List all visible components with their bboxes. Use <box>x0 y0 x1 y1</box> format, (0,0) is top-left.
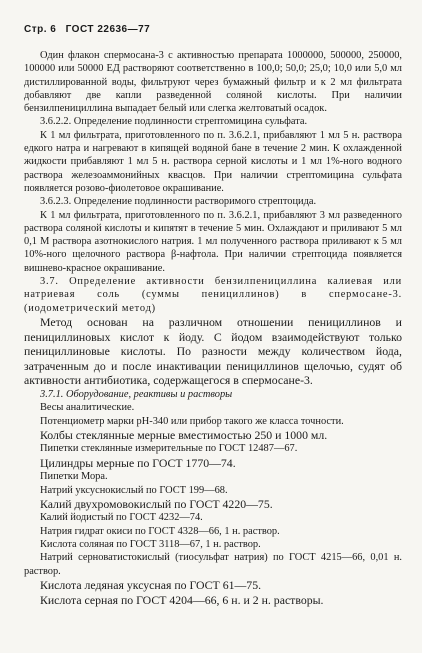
section-title: 3.6.2.2. Определение подлинности стрептомицина сульфата. <box>40 116 308 128</box>
list-item: Кислота соляная по ГОСТ 3118—67, 1 н. раствор. <box>40 539 261 551</box>
section-heading: 3.7. Определение активности бензилпенициллина калиевая или натриевая соль (суммы пенициллинов) в спермосане-3. (иодометрический метод) <box>24 276 402 314</box>
paragraph: К 1 мл фильтрата, приготовленного по п. 3.6.2.1, прибавляют 1 мл 5 н. раствора едкого натра и нагревают в кипящей водяной бане в течение 2 мин. К охлажденной жидкости прибавляют 1 мл 5 н. раствора серной кислоты и 1 мл 1%-ного водного раствора железоаммонийных квасцов. При наличии стрептомицина сульфата появляется розово-фиолетовое окрашивание. <box>24 129 402 194</box>
list-item: Калий йодистый по ГОСТ 4232—74. <box>40 512 203 524</box>
paragraph: К 1 мл фильтрата, приготовленного по п. 3.6.2.1, прибавляют 3 мл разведенного раствора соляной кислоты и кипятят в течение 5 мин. Охлаждают и приливают 5 мл 0,1 М раствора азотнокислого натрия. 1 мл полученного раствора приливают к 5 мл 10%-ного щелочного раствора β-нафтола. При наличии стрептоцида появляется вишнево-красное окрашивание. <box>24 209 402 274</box>
list-item: Пипетки стеклянные измерительные по ГОСТ 12487—67. <box>40 443 298 455</box>
list-item: Натрий уксуснокислый по ГОСТ 199—68. <box>40 484 228 496</box>
list-item: Кислота серная по ГОСТ 4204—66, 6 н. и 2 н. растворы. <box>40 592 324 607</box>
list-item: Натрия гидрат окиси по ГОСТ 4328—66, 1 н. раствор. <box>40 525 280 537</box>
page-header <box>24 24 402 35</box>
standard-number: ГОСТ 22636—77 <box>65 24 151 35</box>
list-item: Пипетки Мора. <box>40 471 108 483</box>
list-item: Цилиндры мерные по ГОСТ 1770—74. <box>40 455 236 470</box>
list-item: Весы аналитические. <box>40 402 135 414</box>
list-item: Колбы стеклянные мерные вместимостью 250 и 1000 мл. <box>40 427 328 442</box>
list-item: Натрий серноватистокислый (тиосульфат натрия) по ГОСТ 4215—66, 0,01 н. раствор. <box>24 552 402 577</box>
section-title: 3.6.2.3. Определение подлинности растворимого стрептоцида. <box>40 196 317 208</box>
paragraph: Один флакон спермосана-3 с активностью препарата 1000000, 500000, 250000, 100000 или 50000 ЕД растворяют соответственно в 100,0; 50,0; 25,0; 10,0 или 5,0 мл дистиллированной воды, фильтруют через бумажный фильтр и к 2 мл фильтрата добавляют две капли разведенной соляной кислоты. При наличии бензилпенициллина выпадает белый или слегка желтоватый осадок. <box>24 50 402 115</box>
paragraph: Метод основан на различном отношении пенициллинов и пенициллиновых кислот к йоду. С йодом взаимодействуют только пенициллиновые кислоты. По разности между количеством йода, затраченным до и после инактивации пенициллинов щелочью, судят об активности антибиотика, содержащегося в спермосане-3. <box>24 314 402 388</box>
page-label: Стр. 6 <box>24 24 57 35</box>
list-item: Калий двухромовокислый по ГОСТ 4220—75. <box>40 496 273 511</box>
list-item: Потенциометр марки рН-340 или прибор такого же класса точности. <box>40 415 344 427</box>
list-item: Кислота ледяная уксусная по ГОСТ 61—75. <box>40 577 262 592</box>
subsection-heading: 3.7.1. Оборудование, реактивы и растворы <box>40 388 233 400</box>
